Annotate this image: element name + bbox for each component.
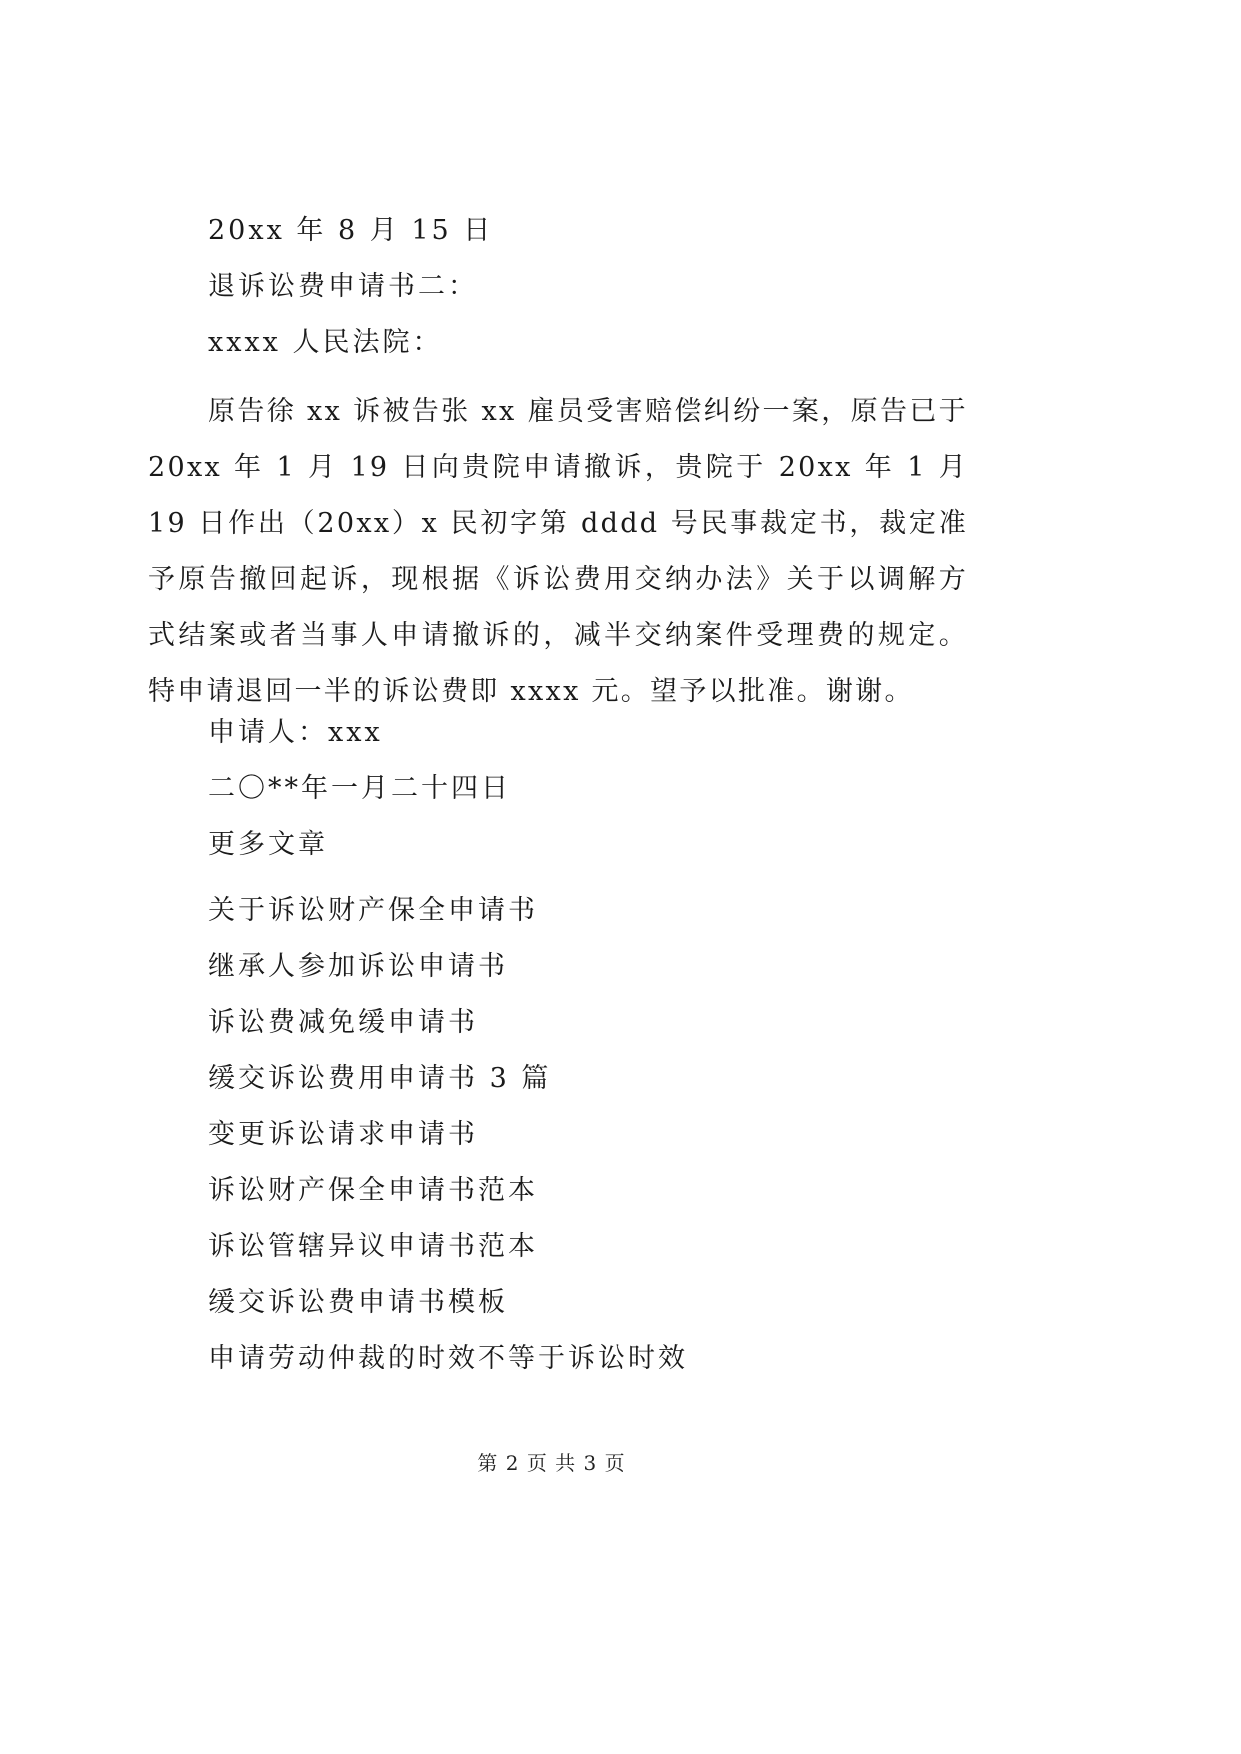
related-article-link[interactable]: 关于诉讼财产保全申请书 xyxy=(208,895,538,926)
sign-date: 二〇**年一月二十四日 xyxy=(208,773,511,804)
addressee: xxxx 人民法院： xyxy=(208,327,443,358)
related-articles-list xyxy=(208,883,688,1387)
related-article-link[interactable]: 变更诉讼请求申请书 xyxy=(208,1119,478,1150)
page-indicator: 第 2 页 共 3 页 xyxy=(477,1451,626,1475)
related-article-link[interactable]: 缓交诉讼费申请书模板 xyxy=(208,1287,508,1318)
section-title: 退诉讼费申请书二： xyxy=(208,271,478,302)
related-article-link[interactable]: 继承人参加诉讼申请书 xyxy=(208,951,508,982)
date-line: 20xx 年 8 月 15 日 xyxy=(208,215,494,246)
more-articles-heading: 更多文章 xyxy=(208,829,328,860)
related-article-link[interactable]: 缓交诉讼费用申请书 3 篇 xyxy=(208,1063,552,1094)
body-paragraph: 原告徐 xx 诉被告张 xx 雇员受害赔偿纠纷一案，原告已于 20xx 年 1 月 19 日向贵院申请撤诉，贵院于 20xx 年 1 月 19 日作出（20xx）x 民初字第 dddd 号民事裁定书，裁定准予原告撤回起诉，现根据《诉讼费用交纳办法》关于以调解方式结案或者当事人申请撤诉的，减半交纳案件受理费的规定。特申请退回一半的诉讼费即 xxxx 元。望予以批准。谢谢。 xyxy=(148,396,968,707)
related-article-link[interactable]: 诉讼费减免缓申请书 xyxy=(208,1007,478,1038)
related-article-link[interactable]: 诉讼管辖异议申请书范本 xyxy=(208,1231,538,1262)
related-article-link[interactable]: 诉讼财产保全申请书范本 xyxy=(208,1175,538,1206)
applicant-line: 申请人：xxx xyxy=(208,717,383,748)
related-article-link[interactable]: 申请劳动仲裁的时效不等于诉讼时效 xyxy=(208,1343,688,1374)
